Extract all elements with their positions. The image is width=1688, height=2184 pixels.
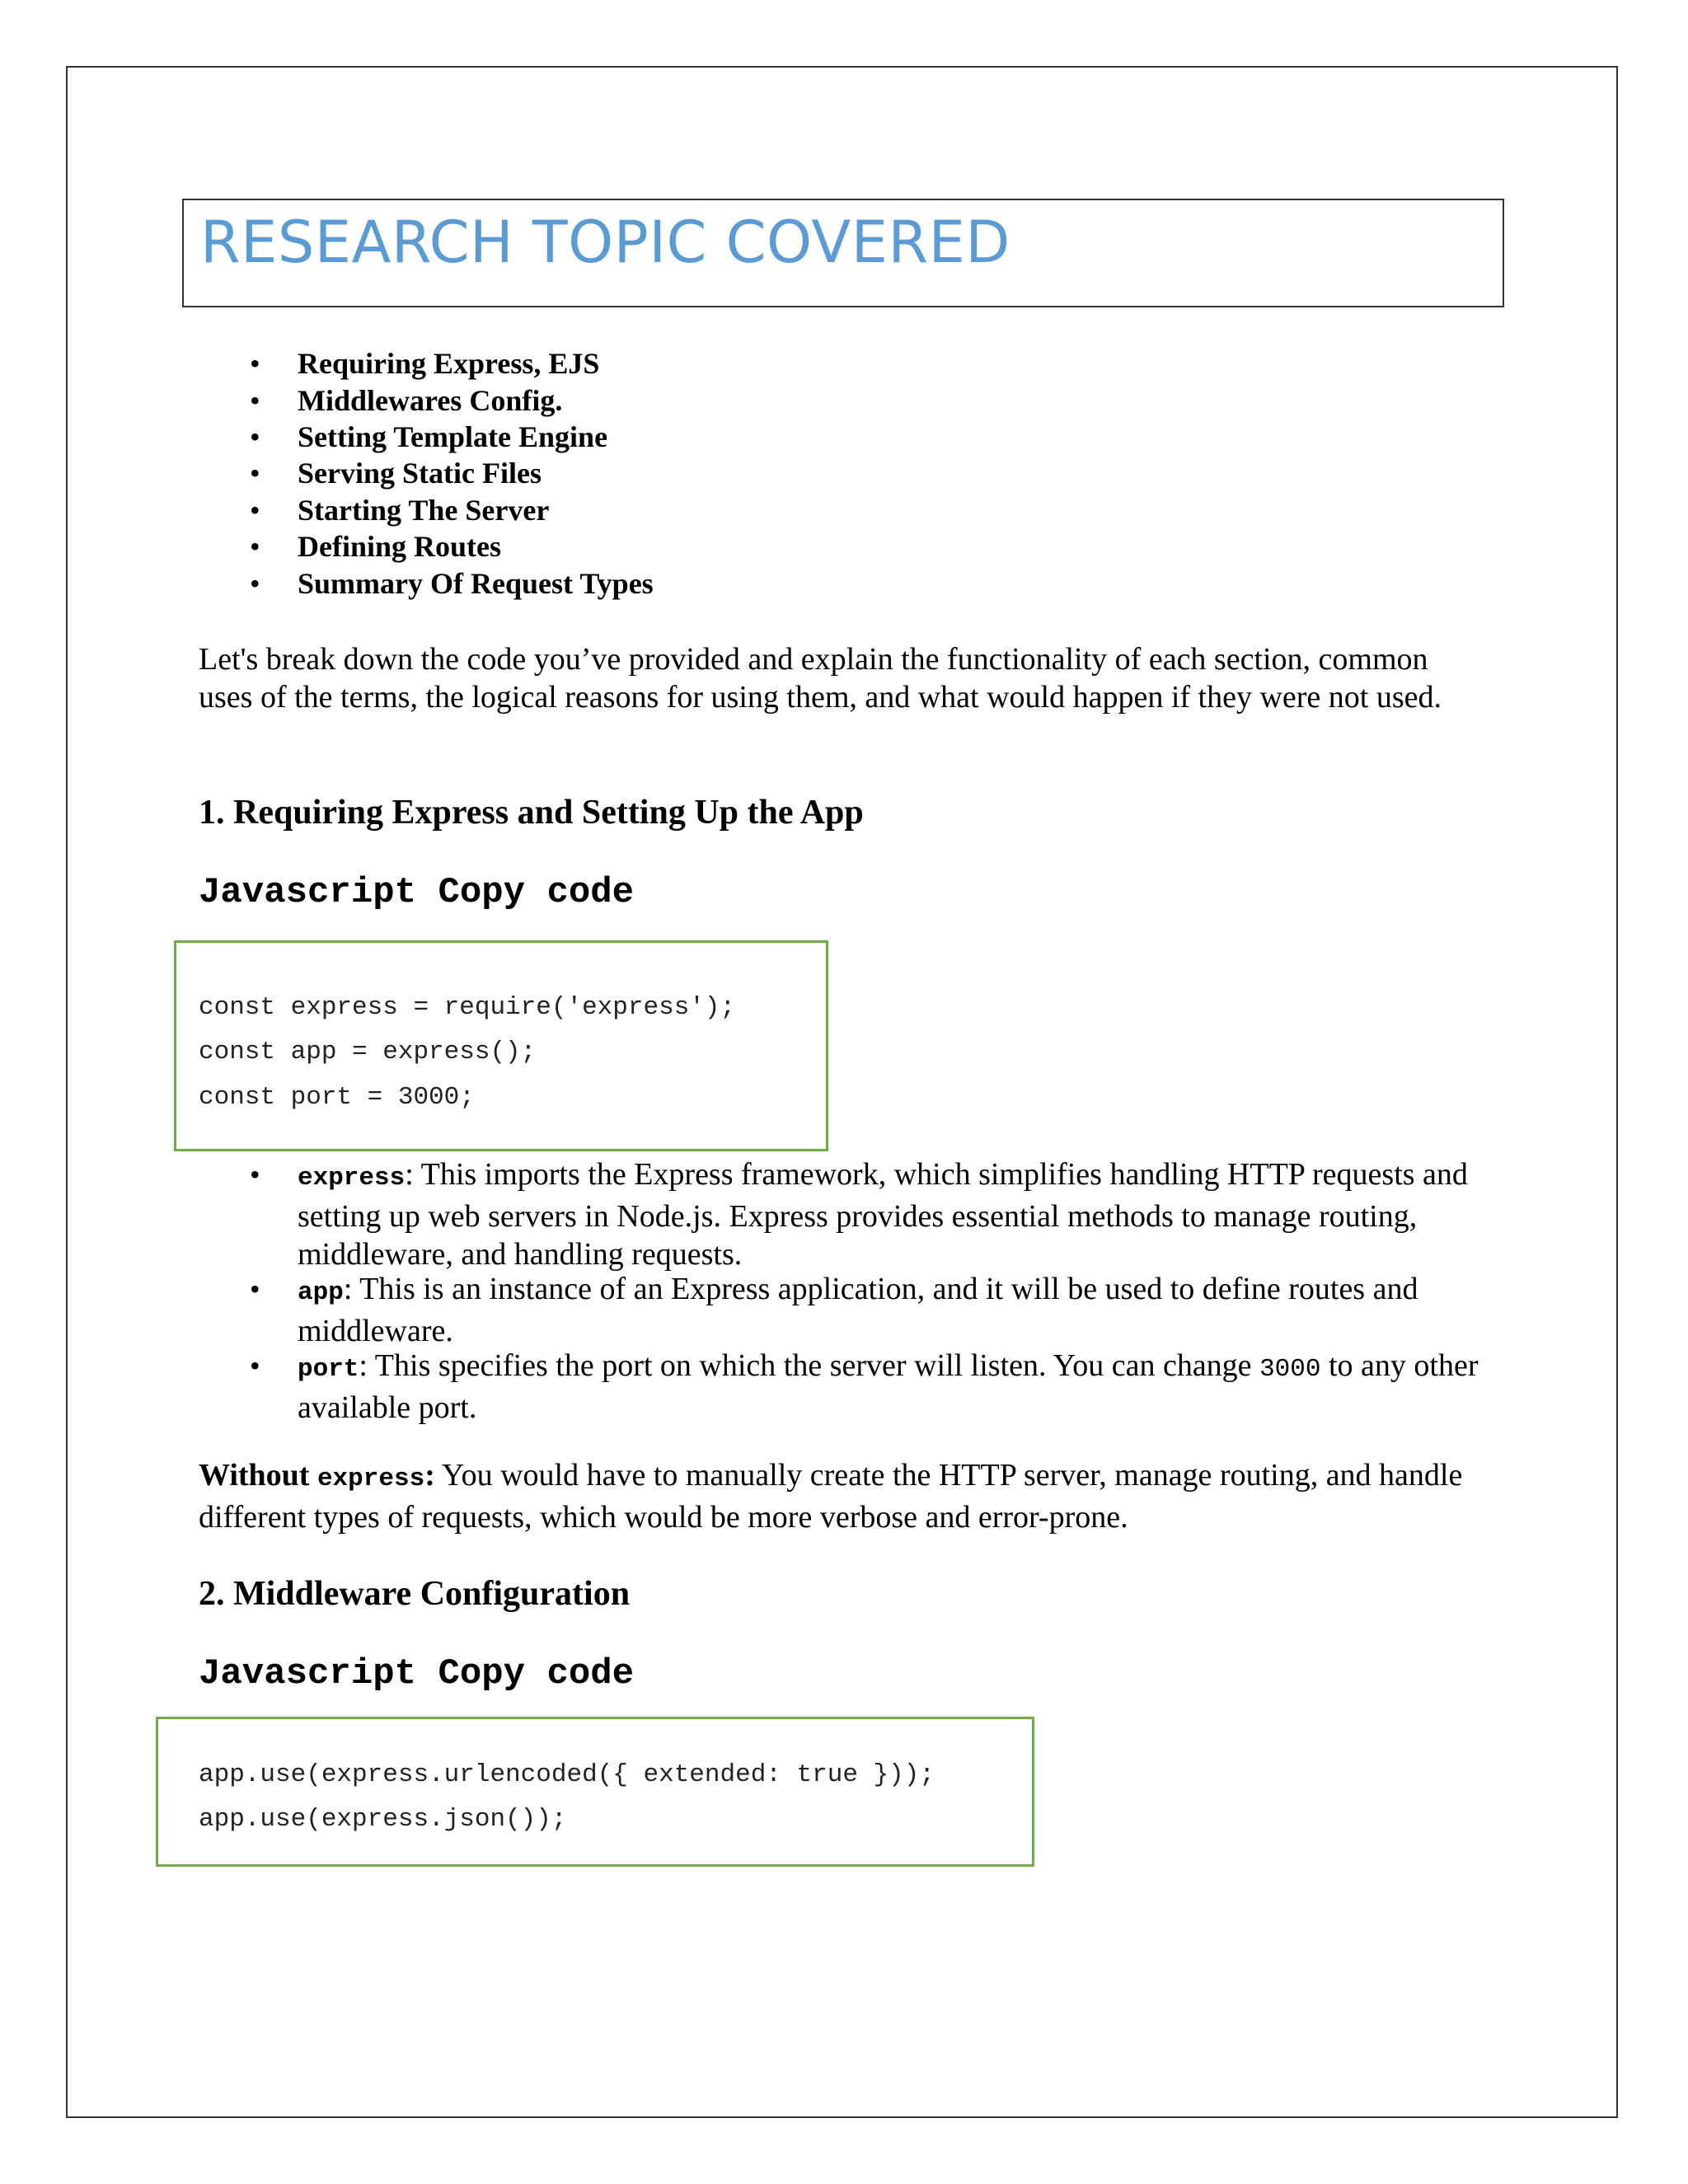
section2-code-block [156,1717,1034,1867]
section2-heading: 2. Middleware Configuration [199,1575,631,1613]
bullet-icon: • [250,530,260,563]
bullet-icon: • [250,457,260,490]
section1-heading: 1. Requiring Express and Setting Up the App [199,794,864,832]
list-item: • Middlewares Config. [250,384,563,417]
bullet-icon: • [250,384,260,417]
section1-code-label: Javascript Copy code [199,872,635,913]
list-item: • Defining Routes [250,530,502,563]
code-line: const port = 3000; [199,1083,475,1112]
term-app: app [298,1278,344,1307]
bullet-icon: • [250,1272,260,1305]
term-port: port [298,1355,359,1384]
title-box [182,199,1504,307]
list-item: • port: This specifies the port on which the server will listen. You can change 3000 to any other available port. [250,1348,1479,1425]
list-item: • Setting Template Engine [250,420,608,453]
list-item: • Serving Static Files [250,457,542,490]
code-line: const app = express(); [199,1038,537,1066]
list-item: • express: This imports the Express framework, which simplifies handling HTTP requests and setting up web servers in Node.js. Express provides essential methods to manage routing, middleware, and handling requests. [250,1157,1468,1272]
bullet-icon: • [250,420,260,453]
bullet-icon: • [250,1158,260,1191]
intro-paragraph: Let's break down the code you’ve provided and explain the functionality of each section, common uses of the terms, the logical reasons for using them, and what would happen if they were not used. [199,642,1442,715]
term-express: express [298,1164,406,1193]
list-item: • app: This is an instance of an Express application, and it will be used to define routes and middleware. [250,1272,1418,1348]
page-title: RESEARCH TOPIC COVERED [200,209,1010,276]
list-item: • Requiring Express, EJS [250,347,600,380]
inline-code-3000: 3000 [1259,1355,1321,1384]
code-line: const express = require('express'); [199,993,736,1022]
list-item: • Summary Of Request Types [250,567,654,600]
without-express-paragraph: Without express: You would have to manually create the HTTP server, manage routing, and handle different types of requests, which would be more verbose and error-prone. [199,1458,1463,1535]
section2-code-label: Javascript Copy code [199,1653,635,1694]
code-line: app.use(express.urlencoded({ extended: true })); [199,1760,935,1789]
bullet-icon: • [250,347,260,380]
bullet-icon: • [250,1349,260,1382]
list-item: • Starting The Server [250,494,550,527]
bullet-icon: • [250,567,260,600]
code-line: app.use(express.json()); [199,1805,567,1834]
bullet-icon: • [250,494,260,527]
